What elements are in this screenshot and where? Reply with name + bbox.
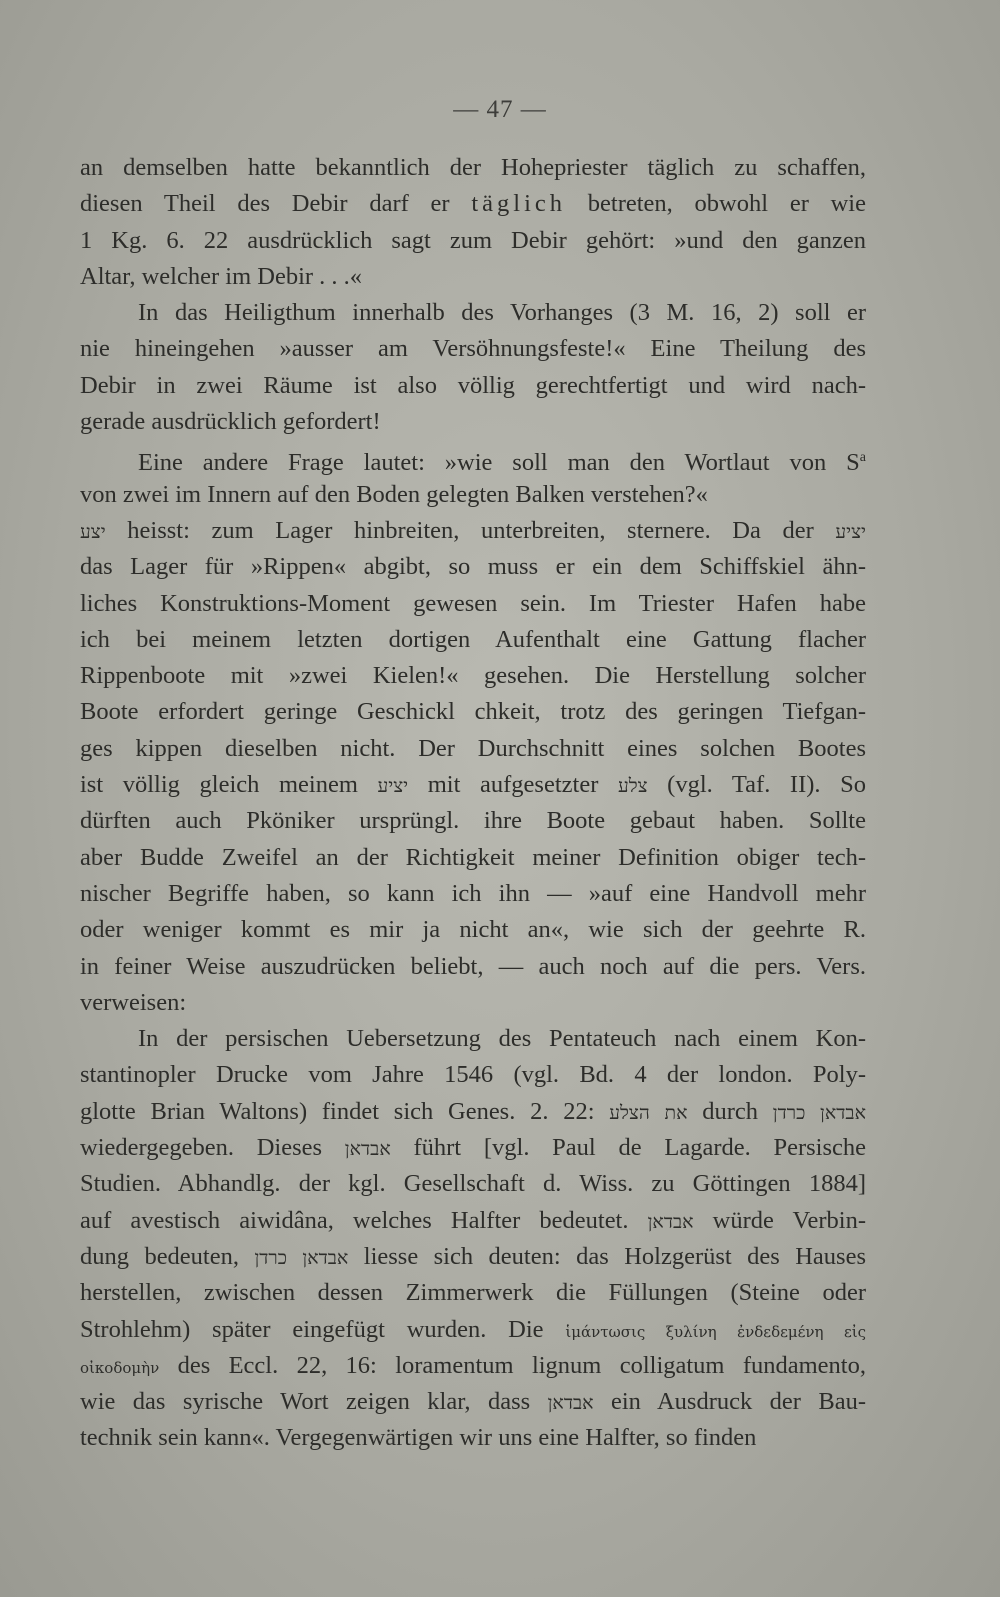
- text-run: das Lager für »Rippen« abgibt, so muss er ein dem Schiffskiel ähn-: [80, 553, 866, 581]
- text-run: Eine andere Frage lautet: »wie soll man den Wortlaut von S: [138, 449, 860, 477]
- text-run: In das Heiligthum innerhalb des Vorhanges (3 M. 16, 2) soll er: [138, 299, 866, 327]
- text-run: diesen Theil des Debir darf er: [80, 190, 472, 218]
- text-line: [80, 840, 866, 876]
- text-line: [80, 331, 866, 367]
- text-run: a: [859, 450, 866, 466]
- text-line: [80, 1420, 866, 1456]
- text-line: [80, 1384, 866, 1420]
- text-run: Studien. Abhandlg. der kgl. Gesellschaft d. Wiss. zu Göttingen 1884]: [80, 1170, 866, 1198]
- text-run: an demselben hatte bekanntlich der Hohepriester täglich zu schaffen,: [80, 154, 866, 181]
- text-line: [80, 985, 866, 1021]
- text-run: in feiner Weise auszudrücken beliebt, — auch noch auf die pers. Vers.: [80, 952, 866, 980]
- text-line: [80, 440, 866, 476]
- text-line: [80, 549, 866, 585]
- text-run: stantinopler Drucke vom Jahre 1546 (vgl. Bd. 4 der london. Poly-: [80, 1061, 866, 1089]
- hebrew-word: אבדאן: [547, 1392, 594, 1415]
- body-text: [80, 150, 866, 1457]
- text-run: oder weniger kommt es mir ja nicht an«, wie sich der geehrte R.: [80, 916, 866, 944]
- text-run: Boote erfordert geringe Geschickl chkeit, trotz des geringen Tiefgan-: [80, 698, 866, 726]
- text-line: [80, 586, 866, 622]
- text-line: [80, 1203, 866, 1239]
- text-line: [80, 912, 866, 948]
- text-line: [80, 477, 866, 513]
- text-line: [80, 368, 866, 404]
- text-line: [80, 1348, 866, 1384]
- text-run: gerade ausdrücklich gefordert!: [80, 408, 381, 436]
- page-number: — 47 —: [453, 96, 547, 123]
- text-run: mit aufgesetzter: [408, 771, 618, 799]
- text-run: dung bedeuten,: [80, 1242, 255, 1270]
- hebrew-word: יציע: [835, 520, 866, 543]
- text-run: ist völlig gleich meinem: [80, 771, 378, 799]
- text-run: wiedergegeben. Dieses: [80, 1134, 345, 1162]
- text-line: [80, 513, 866, 549]
- text-line: [80, 658, 866, 694]
- text-run: führt [vgl. Paul de Lagarde. Persische: [390, 1134, 866, 1162]
- text-line: [80, 1239, 866, 1275]
- text-run: wie das syrische Wort zeigen klar, dass: [80, 1388, 548, 1416]
- greek-phrase: οἰκοδομὴν: [80, 1358, 160, 1377]
- text-run: 1 Kg. 6. 22 ausdrücklich sagt zum Debir gehört: »und den ganzen: [80, 226, 866, 254]
- text-line: [80, 1094, 866, 1130]
- text-line: [80, 949, 866, 985]
- hebrew-word: צלע: [617, 775, 648, 798]
- text-run: heisst: zum Lager hinbreiten, unterbreiten, sternere. Da der: [105, 516, 836, 544]
- text-line: [80, 295, 866, 331]
- text-run: Altar, welcher im Debir . . .«: [80, 262, 363, 290]
- hebrew-word: אבדאן: [344, 1138, 391, 1161]
- text-line: [80, 767, 866, 803]
- text-run: liches Konstruktions-Moment gewesen sein. Im Triester Hafen habe: [80, 589, 866, 617]
- text-line: [80, 186, 866, 222]
- text-run: (vgl. Taf. II). So: [647, 771, 866, 799]
- text-run: ich bei meinem letzten dortigen Aufenthalt eine Gattung flacher: [80, 625, 866, 653]
- text-run: verweisen:: [80, 988, 187, 1016]
- text-run: von zwei im Innern auf den Boden gelegten Balken verstehen?«: [80, 480, 708, 508]
- text-line: [80, 404, 866, 440]
- text-line: [80, 259, 866, 295]
- text-line: [80, 622, 866, 658]
- text-line: [80, 1057, 866, 1093]
- text-line: [80, 1021, 866, 1057]
- text-line: [80, 731, 866, 767]
- text-run: würde Verbin-: [693, 1206, 866, 1234]
- hebrew-word: יצע: [80, 520, 106, 543]
- hebrew-word: את הצלע: [609, 1101, 688, 1124]
- text-line: [80, 876, 866, 912]
- hebrew-word: אבדאן כרדן: [772, 1101, 866, 1124]
- text-run: durch: [687, 1097, 773, 1125]
- text-run: auf avestisch aiwidâna, welches Halfter bedeutet.: [80, 1206, 648, 1234]
- text-run: herstellen, zwischen dessen Zimmerwerk die Füllungen (Steine oder: [80, 1279, 866, 1307]
- text-line: [80, 150, 866, 186]
- text-run: dürften auch Pköniker ursprüngl. ihre Boote gebaut haben. Sollte: [80, 807, 866, 835]
- hebrew-word: אבדאן: [647, 1210, 694, 1233]
- text-run: glotte Brian Waltons) findet sich Genes. 2. 22:: [80, 1097, 610, 1125]
- text-line: [80, 1130, 866, 1166]
- text-line: [80, 1312, 866, 1348]
- text-run: nischer Begriffe haben, so kann ich ihn — »auf eine Handvoll mehr: [80, 879, 866, 907]
- text-run: In der persischen Uebersetzung des Pentateuch nach einem Kon-: [138, 1025, 866, 1053]
- text-run: liesse sich deuten: das Holzgerüst des Hauses: [348, 1242, 866, 1270]
- text-run: des Eccl. 22, 16: loramentum lignum colligatum fundamento,: [159, 1351, 866, 1379]
- text-line: [80, 223, 866, 259]
- text-run: Debir in zwei Räume ist also völlig gerechtfertigt und wird nach-: [80, 371, 866, 399]
- text-run: Rippenboote mit »zwei Kielen!« gesehen. Die Herstellung solcher: [80, 662, 866, 690]
- hebrew-word: יציע: [377, 775, 409, 798]
- text-run: technik sein kann«. Vergegenwärtigen wir uns eine Halfter, so finden: [80, 1424, 757, 1452]
- text-run: nie hineingehen »ausser am Versöhnungsfeste!« Eine Theilung des: [80, 335, 866, 363]
- text-run: ein Ausdruck der Bau-: [593, 1388, 866, 1416]
- text-run: ges kippen dieselben nicht. Der Durchschnitt eines solchen Bootes: [80, 734, 866, 762]
- text-line: [80, 1166, 866, 1202]
- text-line: [80, 803, 866, 839]
- text-run: betreten, obwohl er wie: [566, 190, 866, 218]
- hebrew-word: אבדאן כרדן: [254, 1246, 349, 1269]
- text-run: Strohlehm) später eingefügt wurden. Die: [80, 1315, 566, 1343]
- text-run: täglich: [471, 190, 567, 218]
- text-line: [80, 1275, 866, 1311]
- greek-phrase: ἱμάντωσις ξυλίνη ἐνδεδεμένη εἰς: [565, 1322, 866, 1341]
- text-line: [80, 694, 866, 730]
- text-run: aber Budde Zweifel an der Richtigkeit meiner Definition obiger tech-: [80, 843, 866, 871]
